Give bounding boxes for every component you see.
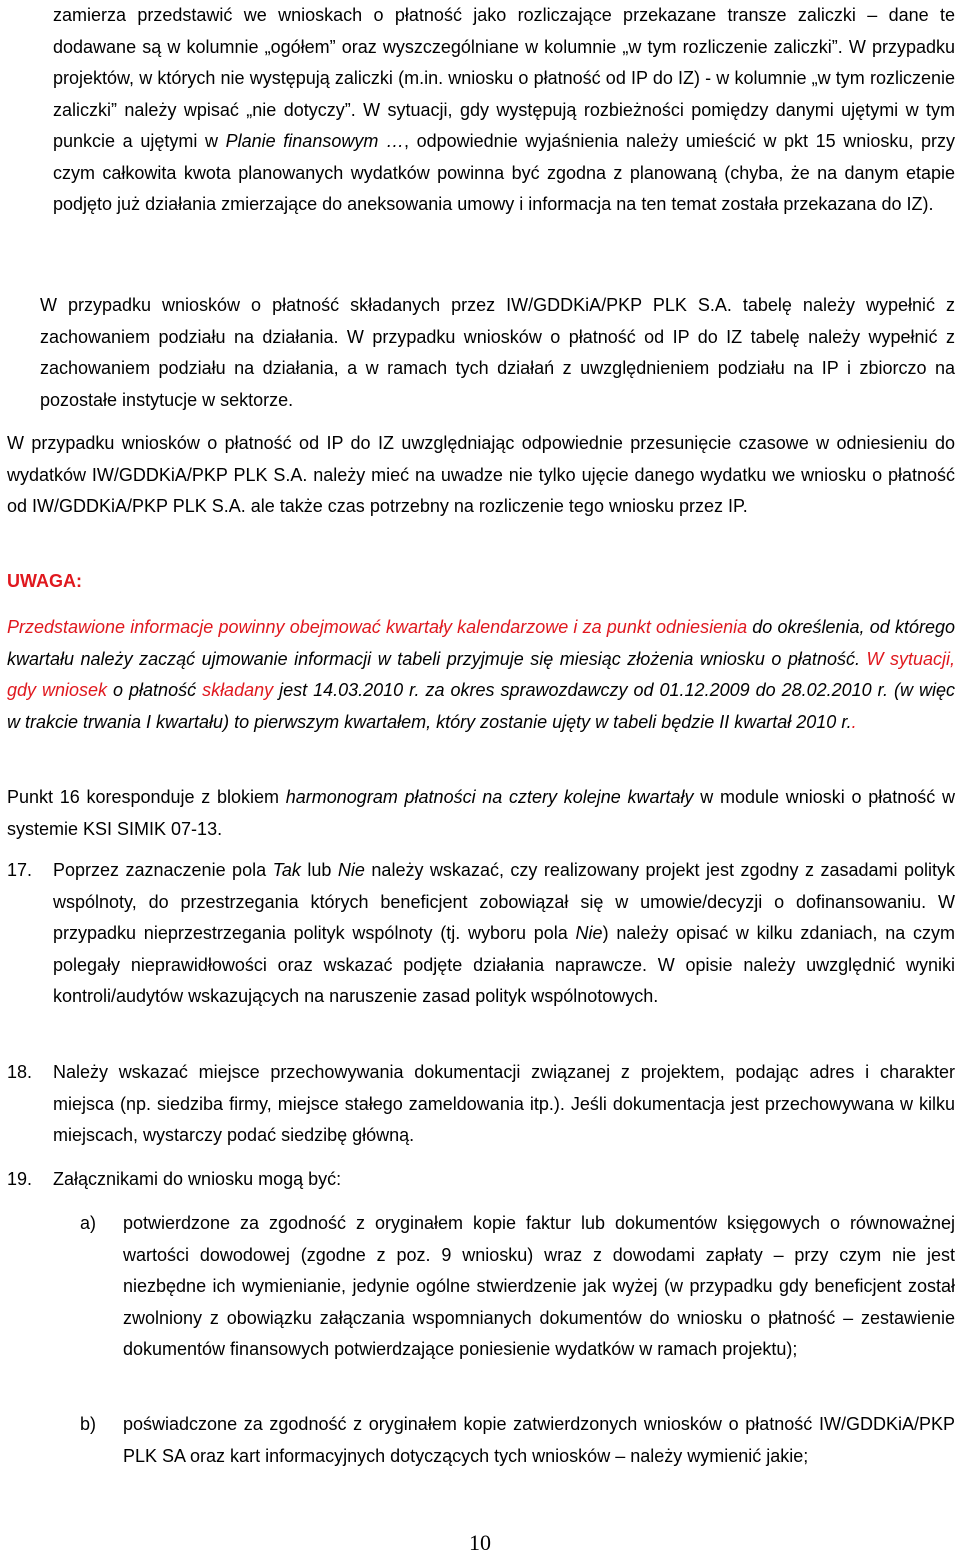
sub-item-b <box>123 1409 955 1472</box>
item-text: poświadczone za zgodność z oryginałem kopie zatwierdzonych wniosków o płatność IW/GDDKiA/PKP PLK SA oraz kart informacyjnych dotyczących tych wniosków – należy wymienić jakie; <box>123 1414 955 1466</box>
paragraph-text: W przypadku wniosków o płatność składanych przez IW/GDDKiA/PKP PLK S.A. tabelę należy wypełnić z zachowaniem podziału na działania. W przypadku wniosków o płatność od IP do IZ tabelę należy wypełnić z zachowaniem podziału na działania, a w ramach tych działań z uwzględnieniem podziału na IP i zbiorczo na pozostałe instytucje w sektorze. <box>40 295 955 410</box>
sub-item-label: b) <box>80 1414 97 1434</box>
item-text: Poprzez zaznaczenie pola <box>53 860 273 880</box>
italic-term: Nie <box>575 923 603 943</box>
item-17 <box>53 855 955 1013</box>
uwaga-note <box>7 612 955 738</box>
item-text: potwierdzone za zgodność z oryginałem kopie faktur lub dokumentów księgowych o równoważnej wartości dowodowej (zgodne z poz. 9 wniosku) wraz z dowodami zapłaty – przy czym nie jest niezbędne ich wymienianie, jedynie ogólne stwierdzenie jak wyżej (w przypadku gdy beneficjent został zwolniony z obowiązku załączania wspomnianych dokumentów do wniosku o płatność – zestawienie dokumentów finansowych potwierdzające poniesienie wydatków w ramach projektu); <box>123 1213 955 1359</box>
paragraph-advance-settlement <box>53 0 955 221</box>
italic-term: Planie finansowym … <box>225 131 404 151</box>
item-19 <box>53 1164 955 1196</box>
item-text: ) należy opisać w kilku zdaniach, na czym polegały nieprawidłowości oraz wskazać podjęte działania naprawcze. W opisie należy uwzględnić wyniki kontroli/audytów wskazujących na naruszenie zasad polityk wspólnotowych. <box>53 923 955 1006</box>
note-text: o płatność <box>107 680 203 700</box>
paragraph-text: zamierza przedstawić we wnioskach o płatność jako rozliczające przekazane transze zaliczki – dane te dodawane są w kolumnie „ogółem” oraz wyszczególniane w kolumnie „w tym rozliczenie zaliczki”. W przypadku projektów, w których nie występują zaliczki (m.in. wniosku o płatność od IP do IZ) - w kolumnie „w tym rozliczenie zaliczki” należy wpisać „nie dotyczy”. W sytuacji, gdy występują rozbieżności pomiędzy danymi ujętymi w tym punkcie a ujętymi w <box>53 5 955 151</box>
paragraph-text: , odpowiednie wyjaśnienia należy umieścić w pkt 15 wniosku, przy czym całkowita kwota planowanych wydatków powinna być zgodna z planowaną (chyba, że na danym etapie podjęto już działania zmierzające do aneksowania umowy i informacja na ten temat została przekazana do IZ). <box>53 131 955 214</box>
item-number: 18. <box>7 1062 33 1082</box>
paragraph-text: Punkt 16 koresponduje z blokiem <box>7 787 286 807</box>
sub-item-label: a) <box>80 1213 97 1233</box>
page-number: 10 <box>469 1530 491 1555</box>
note-red-text: . <box>851 711 857 732</box>
note-text: do określenia, od którego kwartału należy zacząć ujmowanie informacji w tabeli przyjmuje się miesiąc złożenia wniosku o płatność. <box>7 617 956 669</box>
paragraph-table-division <box>40 290 955 416</box>
paragraph-time-shift <box>7 428 955 523</box>
sub-item-a <box>123 1208 955 1366</box>
note-text: jest 14.03.2010 r. za okres sprawozdawczy od 01.12.2009 do 28.02.2010 r. (w więc w trakcie trwania I kwartału) to pierwszym kwartałem, który zostanie ujęty w tabeli będzie II kwartał 2010 r. <box>7 680 955 732</box>
item-text: lub <box>300 860 338 880</box>
item-number: 19. <box>7 1169 33 1189</box>
item-text: należy wskazać, czy realizowany projekt jest zgodny z zasadami polityk wspólnoty, do przestrzegania których beneficjent zobowiązał się w umowie/decyzji o dofinansowaniu. W przypadku nieprzestrzegania polityk wspólnoty (tj. wyboru pola <box>53 860 955 943</box>
note-red-text: składany <box>202 680 274 700</box>
note-red-text: Przedstawione informacje powinny obejmować kwartały kalendarzowe i za punkt odniesienia <box>7 617 748 637</box>
item-18 <box>53 1057 955 1152</box>
paragraph-text: W przypadku wniosków o płatność od IP do IZ uwzględniając odpowiednie przesunięcie czasowe w odniesieniu do wydatków IW/GDDKiA/PKP PLK S.A. należy mieć na uwadze nie tylko ujęcie danego wydatku we wniosku o płatność od IW/GDDKiA/PKP PLK S.A. ale także czas potrzebny na rozliczenie tego wniosku przez IP. <box>7 433 955 516</box>
italic-term: Nie <box>337 860 365 880</box>
item-text: Załącznikami do wniosku mogą być: <box>53 1169 342 1189</box>
italic-term: Tak <box>272 860 301 880</box>
item-text: Należy wskazać miejsce przechowywania dokumentacji związanej z projektem, podając adres i charakter miejsca (np. siedziba firmy, miejsce stałego zameldowania itp.). Jeśli dokumentacja jest przechowywana w kilku miejscach, wystarczy podać siedzibę główną. <box>53 1062 955 1145</box>
paragraph-point-16 <box>7 782 955 845</box>
uwaga-heading: UWAGA: <box>7 571 82 591</box>
italic-term: harmonogram płatności na cztery kolejne kwartały <box>285 787 694 807</box>
paragraph-text: w module wnioski o płatność w systemie KSI SIMIK 07-13. <box>7 787 955 839</box>
note-red-text: W sytuacji, gdy wniosek <box>7 648 956 700</box>
item-number: 17. <box>7 860 33 880</box>
